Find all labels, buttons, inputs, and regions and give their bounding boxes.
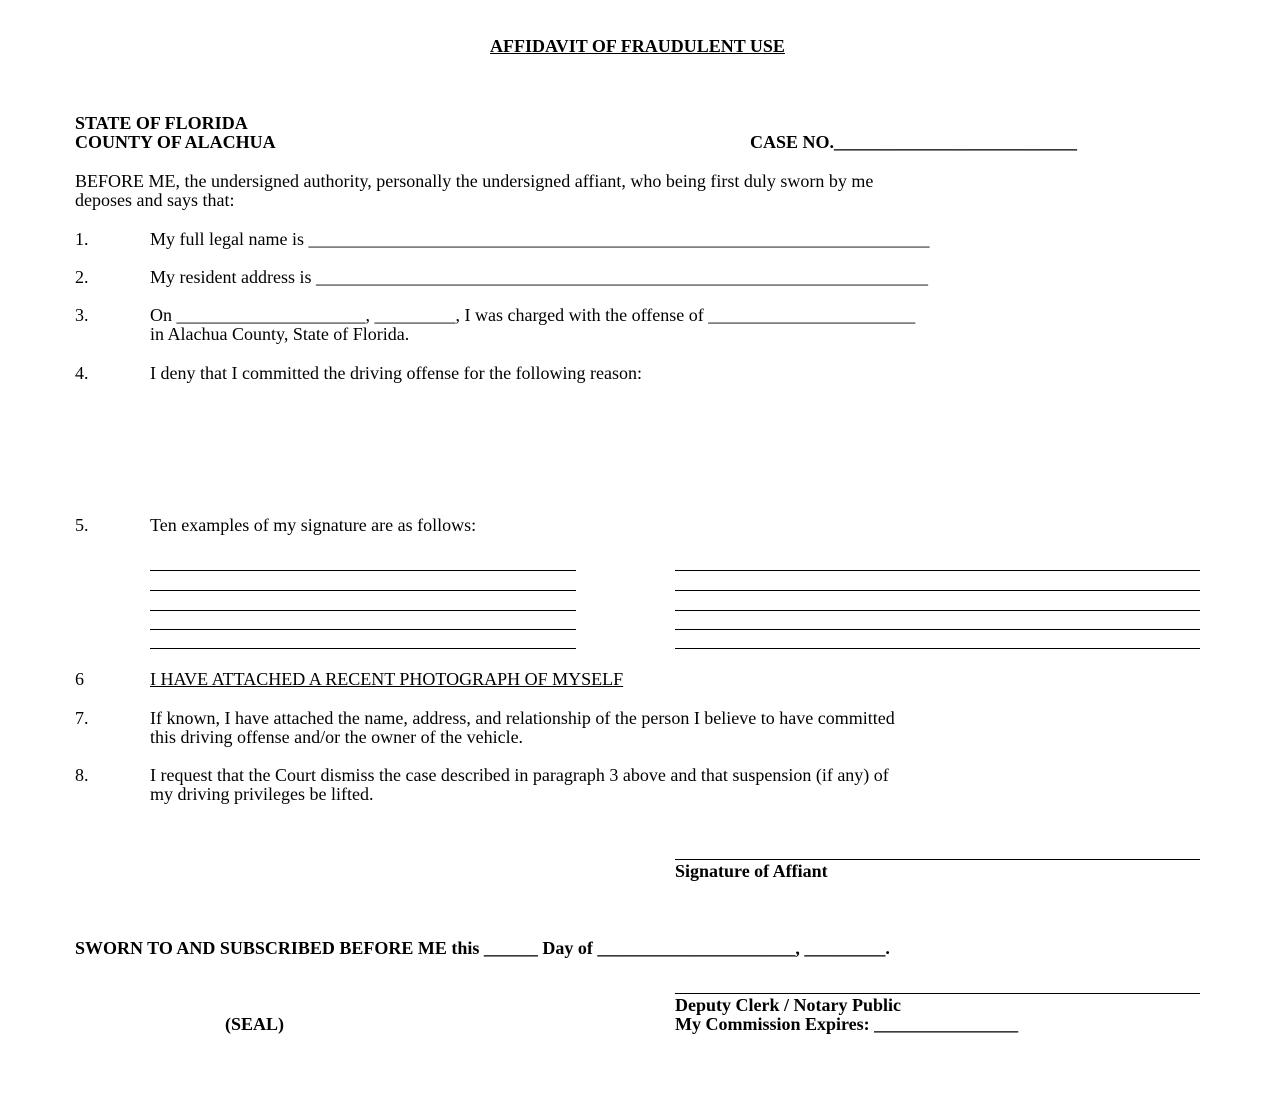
item-number: 4. — [75, 363, 89, 383]
seal-label: (SEAL) — [225, 1014, 285, 1034]
signature-examples-label: Ten examples of my signature are as follows: — [150, 515, 477, 535]
item-number: 7. — [75, 708, 89, 728]
item-number: 3. — [75, 305, 89, 325]
intro-line-1: BEFORE ME, the undersigned authority, personally the undersigned affiant, who being first duly sworn by me — [75, 171, 874, 191]
state-label: STATE OF FLORIDA — [75, 113, 248, 133]
item-7-line-1: If known, I have attached the name, address, and relationship of the person I believe to have committed — [150, 708, 895, 728]
county-label: COUNTY OF ALACHUA — [75, 132, 276, 152]
item-8-line-2: my driving privileges be lifted. — [150, 784, 374, 804]
signature-example-line[interactable] — [150, 590, 576, 591]
signature-example-line[interactable] — [150, 570, 576, 571]
signature-example-line[interactable] — [675, 570, 1200, 571]
item-8-line-1: I request that the Court dismiss the case described in paragraph 3 above and that suspension (if any) of — [150, 765, 889, 785]
item-number: 8. — [75, 765, 89, 785]
signature-example-line[interactable] — [150, 610, 576, 611]
signature-example-line[interactable] — [675, 610, 1200, 611]
document-title: AFFIDAVIT OF FRAUDULENT USE — [490, 36, 785, 56]
affiant-signature-line[interactable] — [675, 859, 1200, 860]
signature-example-line[interactable] — [150, 648, 576, 649]
offense-date-field[interactable]: On _____________________, _________, I was charged with the offense of _______________________ — [150, 305, 916, 325]
notary-signature-line[interactable] — [675, 993, 1200, 994]
signature-example-line[interactable] — [150, 629, 576, 630]
notary-title: Deputy Clerk / Notary Public — [675, 995, 901, 1015]
item-number: 6 — [75, 669, 84, 689]
intro-line-2: deposes and says that: — [75, 190, 235, 210]
sworn-statement[interactable]: SWORN TO AND SUBSCRIBED BEFORE ME this ______ Day of ______________________, _________. — [75, 938, 890, 958]
photograph-statement: I HAVE ATTACHED A RECENT PHOTOGRAPH OF MYSELF — [150, 669, 624, 689]
commission-expires-field[interactable]: My Commission Expires: ________________ — [675, 1014, 1019, 1034]
signature-example-line[interactable] — [675, 590, 1200, 591]
legal-name-field[interactable]: My full legal name is _____________________________________________________________________ — [150, 229, 930, 249]
item-number: 1. — [75, 229, 89, 249]
item-7-line-2: this driving offense and/or the owner of the vehicle. — [150, 727, 524, 747]
resident-address-field[interactable]: My resident address is ____________________________________________________________________ — [150, 267, 928, 287]
item-number: 2. — [75, 267, 89, 287]
signature-example-line[interactable] — [675, 629, 1200, 630]
offense-location-text: in Alachua County, State of Florida. — [150, 324, 410, 344]
denial-reason-label: I deny that I committed the driving offense for the following reason: — [150, 363, 643, 383]
case-number-field[interactable]: CASE NO.___________________________ — [750, 132, 1078, 152]
signature-of-affiant-label: Signature of Affiant — [675, 861, 828, 881]
signature-example-line[interactable] — [675, 648, 1200, 649]
item-number: 5. — [75, 515, 89, 535]
